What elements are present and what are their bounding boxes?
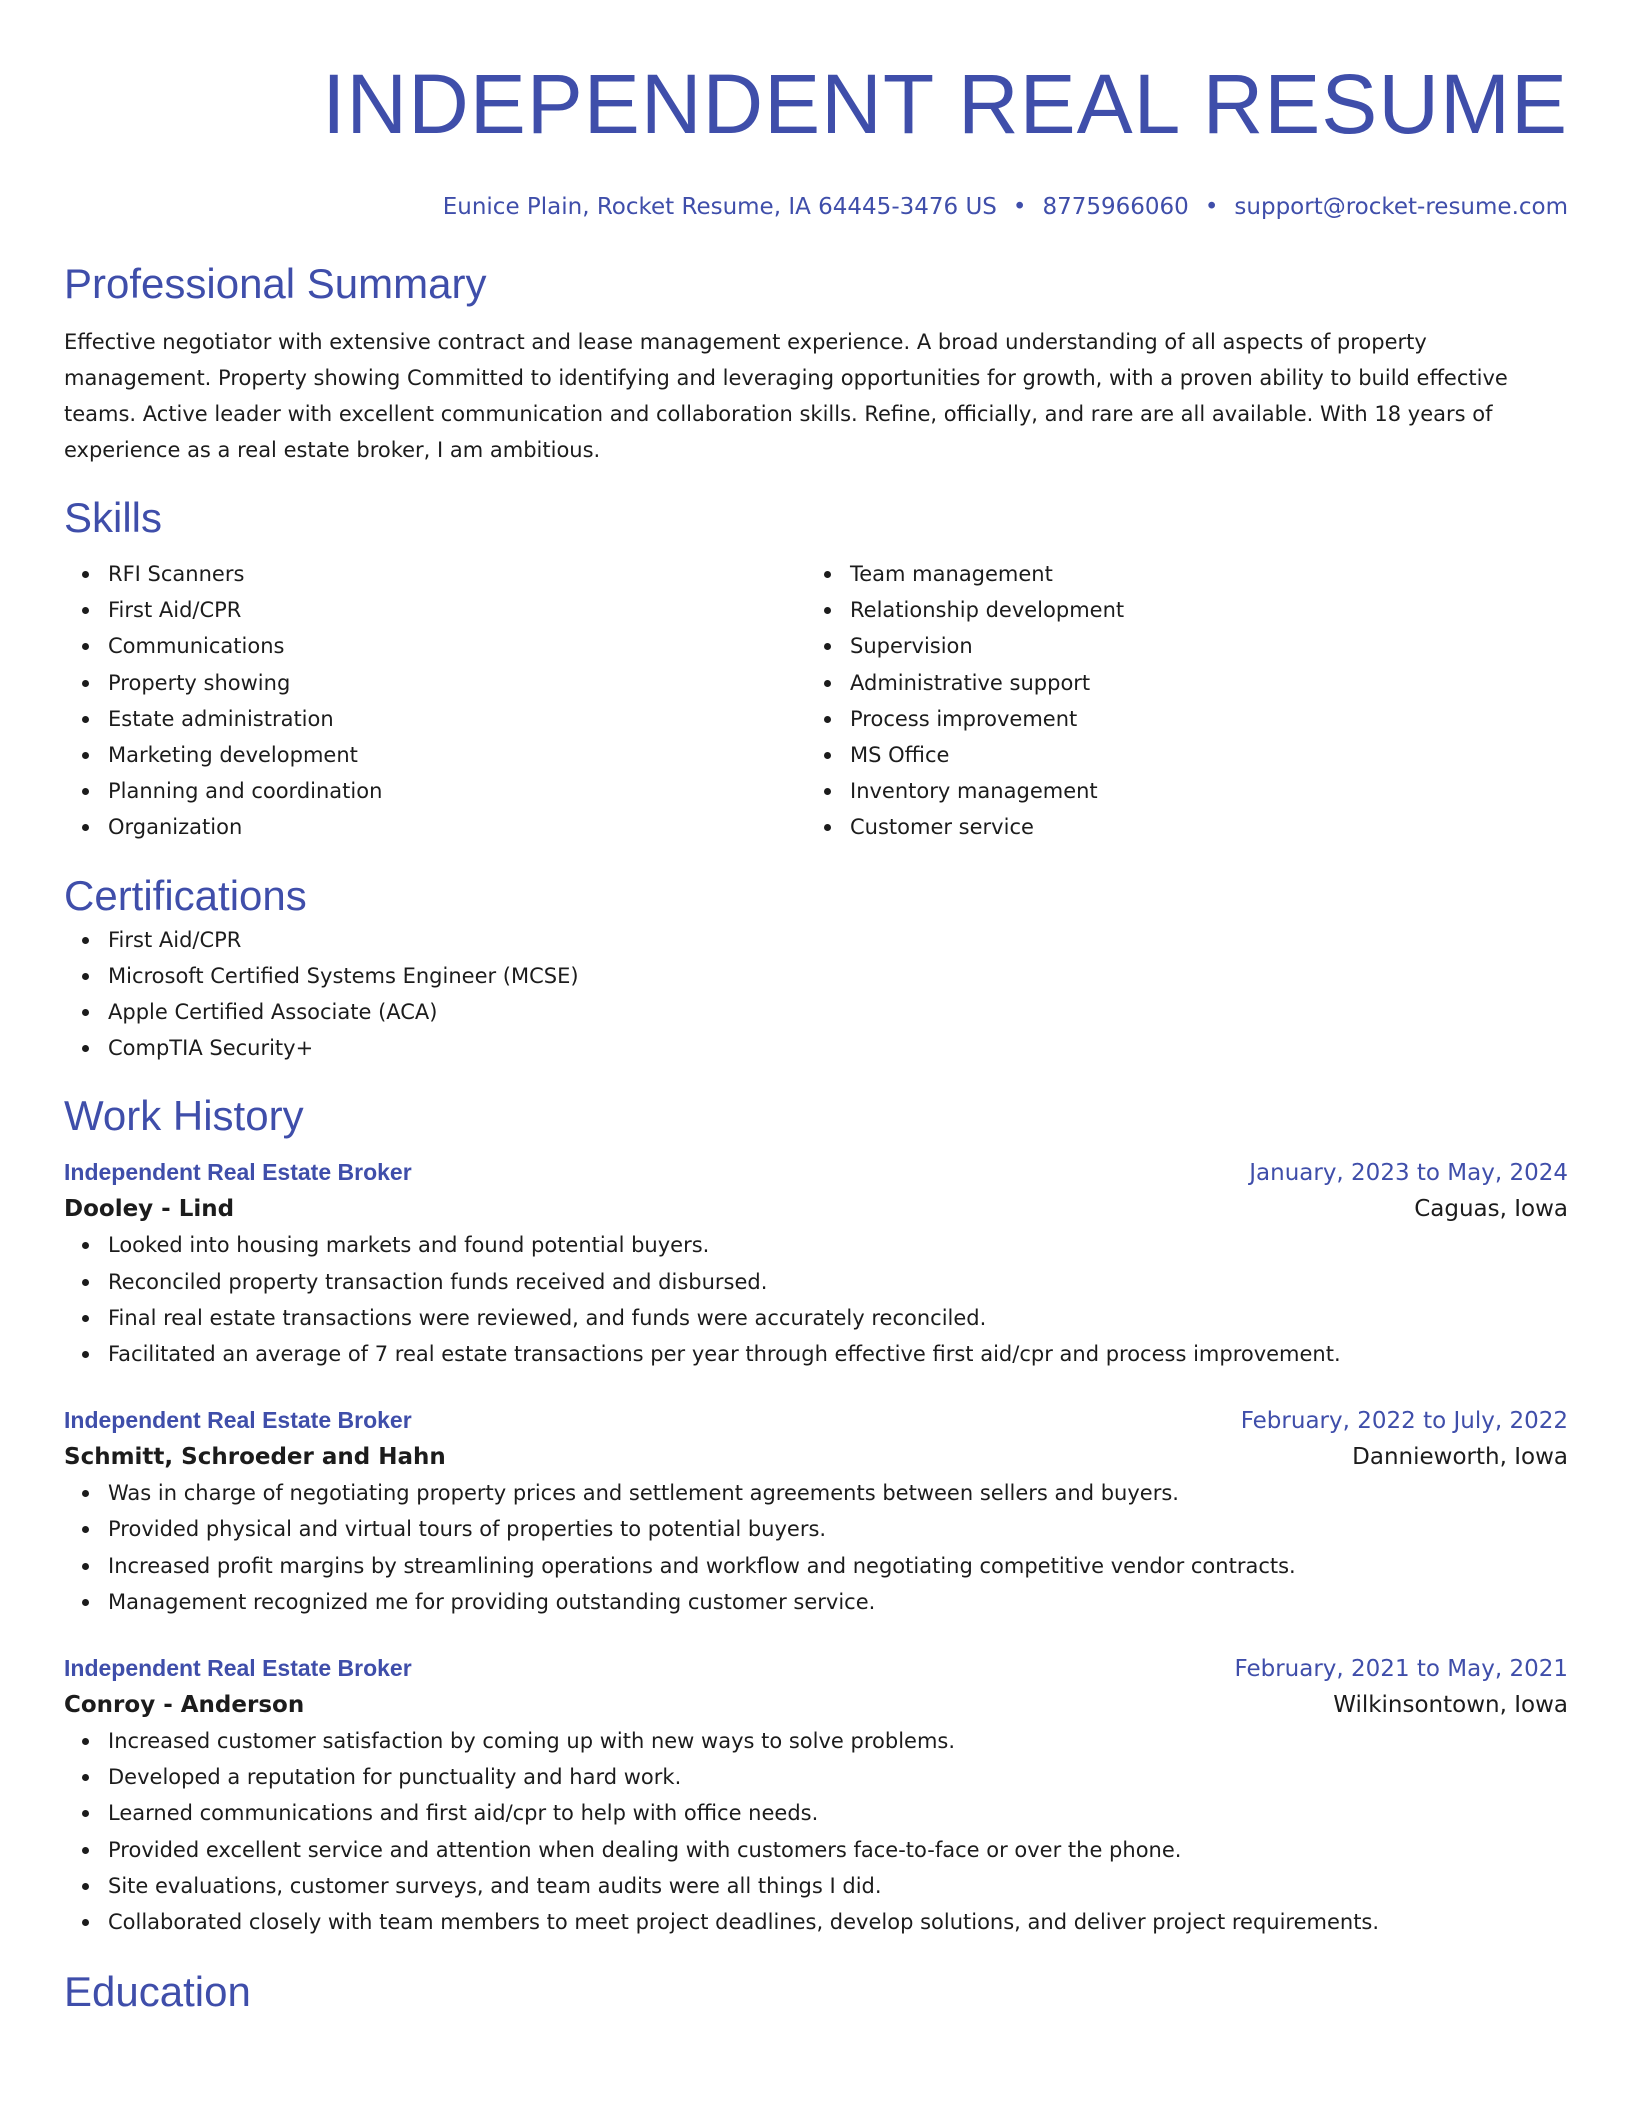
job-company-row (64, 1687, 1568, 1723)
skill-item: Communications (64, 628, 806, 664)
job-company: Dooley - Lind (64, 1196, 235, 1223)
job-entry (64, 1650, 1568, 1940)
job-bullet: Final real estate transactions were reviewed, and funds were accurately reconciled. (64, 1300, 1568, 1336)
contact-line (64, 192, 1568, 222)
skill-item: Marketing development (64, 737, 806, 773)
job-location: Dannieworth, Iowa (1352, 1444, 1568, 1471)
contact-email: support@rocket-resume.com (1234, 194, 1568, 220)
skill-item: Planning and coordination (64, 773, 806, 809)
job-entry (64, 1154, 1568, 1372)
resume-title: INDEPENDENT REAL RESUME (322, 57, 1568, 151)
job-bullet: Management recognized me for providing outstanding customer service. (64, 1584, 1568, 1620)
skills-columns (64, 556, 1568, 846)
summary-heading: Professional Summary (64, 260, 487, 307)
summary-text: Effective negotiator with extensive contract and lease management experience. A broad understanding of all aspects of property management. Property showing Committed to identifying and leveraging opportunities for growth, with a proven ability to build effective teams. Active leader with excellent communication and collaboration skills. Refine, officially, and rare are all available. With 18 years of experience as a real estate broker, I am ambitious. (64, 330, 1508, 462)
job-location: Wilkinsontown, Iowa (1333, 1692, 1568, 1719)
skill-item: RFI Scanners (64, 556, 806, 592)
skill-item: Relationship development (806, 592, 1548, 628)
job-bullet: Provided physical and virtual tours of properties to potential buyers. (64, 1511, 1568, 1547)
job-bullet-list (64, 1475, 1568, 1620)
job-bullet: Increased customer satisfaction by coming up with new ways to solve problems. (64, 1723, 1568, 1759)
job-dates: February, 2021 to May, 2021 (1234, 1656, 1568, 1683)
resume-page (64, 0, 1568, 2018)
job-title: Independent Real Estate Broker (64, 1159, 412, 1186)
work-history-heading: Work History (64, 1092, 304, 1140)
job-header-row (64, 1154, 1568, 1191)
job-bullet: Collaborated closely with team members to meet project deadlines, develop solutions, and deliver project requirements. (64, 1904, 1568, 1940)
job-dates: January, 2023 to May, 2024 (1249, 1160, 1568, 1187)
job-bullet: Was in charge of negotiating property prices and settlement agreements between sellers and buyers. (64, 1475, 1568, 1511)
skill-item: Inventory management (806, 773, 1548, 809)
job-company: Conroy - Anderson (64, 1692, 305, 1719)
job-header-row (64, 1650, 1568, 1687)
skill-item: Administrative support (806, 665, 1548, 701)
contact-separator: • (1012, 194, 1027, 220)
skills-list-right (806, 556, 1548, 846)
skill-item: Process improvement (806, 701, 1548, 737)
contact-separator: • (1204, 194, 1219, 220)
education-heading: Education (64, 1968, 251, 2016)
certification-item: CompTIA Security+ (64, 1030, 1568, 1066)
certification-item: First Aid/CPR (64, 922, 1568, 958)
certifications-heading: Certifications (64, 871, 307, 919)
skill-item: Property showing (64, 665, 806, 701)
job-header-row (64, 1402, 1568, 1439)
job-location: Caguas, Iowa (1414, 1196, 1568, 1223)
job-bullet: Site evaluations, customer surveys, and team audits were all things I did. (64, 1868, 1568, 1904)
job-bullet: Looked into housing markets and found potential buyers. (64, 1227, 1568, 1263)
job-company: Schmitt, Schroeder and Hahn (64, 1444, 446, 1471)
skill-item: Team management (806, 556, 1548, 592)
skills-list-left (64, 556, 806, 846)
skill-item: MS Office (806, 737, 1548, 773)
job-bullet: Developed a reputation for punctuality and hard work. (64, 1759, 1568, 1795)
job-bullet-list (64, 1723, 1568, 1940)
skill-item: First Aid/CPR (64, 592, 806, 628)
skills-heading: Skills (64, 494, 163, 541)
job-bullet: Facilitated an average of 7 real estate transactions per year through effective first aid/cpr and process improvement. (64, 1336, 1568, 1372)
skill-item: Organization (64, 809, 806, 845)
skill-item: Customer service (806, 809, 1548, 845)
job-bullet-list (64, 1227, 1568, 1372)
job-entry (64, 1402, 1568, 1620)
certification-item: Apple Certified Associate (ACA) (64, 994, 1568, 1030)
job-bullet: Learned communications and first aid/cpr to help with office needs. (64, 1795, 1568, 1831)
skill-item: Supervision (806, 628, 1548, 664)
job-company-row (64, 1191, 1568, 1227)
certifications-list (64, 922, 1568, 1067)
certification-item: Microsoft Certified Systems Engineer (MCSE) (64, 958, 1568, 994)
job-bullet: Reconciled property transaction funds received and disbursed. (64, 1264, 1568, 1300)
skill-item: Estate administration (64, 701, 806, 737)
job-company-row (64, 1439, 1568, 1475)
job-title: Independent Real Estate Broker (64, 1655, 412, 1682)
job-bullet: Provided excellent service and attention when dealing with customers face-to-face or over the phone. (64, 1832, 1568, 1868)
contact-phone: 8775966060 (1042, 194, 1189, 220)
job-dates: February, 2022 to July, 2022 (1240, 1408, 1568, 1435)
job-title: Independent Real Estate Broker (64, 1407, 412, 1434)
job-bullet: Increased profit margins by streamlining operations and workflow and negotiating competitive vendor contracts. (64, 1548, 1568, 1584)
contact-address: Eunice Plain, Rocket Resume, IA 64445-3476 US (442, 194, 997, 220)
